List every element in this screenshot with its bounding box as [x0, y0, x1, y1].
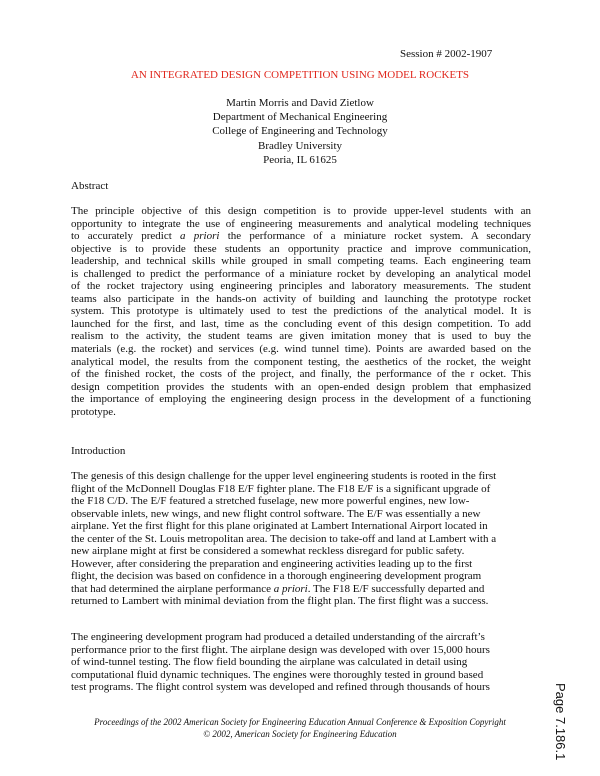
session-number: Session # 2002-1907 [400, 48, 493, 60]
author-department: Department of Mechanical Engineering [212, 111, 388, 124]
text-line: The engineering development program had produced a detailed understanding of the aircraft’s [71, 631, 485, 643]
text-line: The principle objective of this design competition is to provide upper-level students with an [71, 205, 531, 217]
introduction-heading: Introduction [71, 445, 126, 457]
text-line: to accurately predict a priori the performance of a miniature rocket system. A secondary [71, 230, 531, 243]
introduction-paragraph-1 [71, 470, 531, 608]
author-university: Bradley University [257, 139, 342, 152]
text-line: airplane. Yet the first flight for this plane originated at Lambert International Airport located in [71, 520, 488, 533]
text-line: leadership, and technical skills while grouped in small competing teams. Each engineering team [71, 255, 531, 268]
text-line: flight, the decision was based on confidence in a thorough engineering development program [71, 570, 482, 583]
text-line: realism to the activity, the student teams are given imitation money that is used to buy the [71, 330, 531, 343]
text-line: new airplane might at first be considered a somewhat reckless disregard for public safety. [71, 545, 465, 558]
text-line: computational fluid dynamic techniques. The engines were thoroughly tested in ground based [71, 668, 484, 681]
italic-term: a priori [273, 582, 308, 595]
text-line: performance prior to the first flight. The airplane design was developed with over 15,000 hours [71, 643, 490, 656]
text-line: the center of the St. Louis metropolitan area. The decision to take-off and land at Lambert with a [71, 532, 497, 545]
text-line: system. This prototype is ultimately used to test the predictions of the analytical model. It is [71, 305, 531, 318]
text-line: observable inlets, new wings, and new flight control software. The E/F was essentially a new [71, 507, 481, 520]
page-footer [0, 716, 600, 740]
text-line: the F18 C/D. The E/F featured a stretched fuselage, new more powerful engines, new low- [71, 495, 470, 508]
text-line: is challenged to predict the performance of a miniature rocket by developing an analytical model [71, 267, 531, 280]
footer-copyright: © 2002, American Society for Engineering Education [203, 729, 397, 739]
author-block [0, 96, 600, 167]
text-line: teams also participate in the hands-on activity of building and launching the prototype rocket [71, 292, 531, 305]
text-line: the importance of employing the engineering design process in the development of a functioning [71, 393, 531, 406]
text-line: returned to Lambert with minimal deviation from the flight plan. The first flight was a success. [71, 595, 489, 608]
author-college: College of Engineering and Technology [212, 125, 388, 138]
author-names: Martin Morris and David Zietlow [226, 97, 374, 109]
author-location: Peoria, IL 61625 [263, 153, 337, 166]
text-line: analytical model, the results from the component testing, the aesthetics of the rocket, the weight [71, 355, 531, 368]
text-line: test programs. The flight control system was developed and refined through thousands of hours [71, 681, 490, 694]
text-line: of the rocket trajectory using engineering principles and laboratory measurements. The student [71, 280, 531, 293]
text-line: materials (e.g. the rocket) and services (e.g. wind tunnel time). Points are awarded based on the [71, 343, 531, 356]
text-line: of the finished rocket, the costs of the project, and finally, the performance of the r ocket. This [71, 368, 531, 381]
text-line: design competition provides the students with an open-ended design problem that emphasized [71, 380, 531, 393]
text-line: of wind-tunnel testing. The flow field bounding the airplane was calculated in detail using [71, 656, 468, 669]
text-line: prototype. [71, 405, 116, 418]
footer-proceedings: Proceedings of the 2002 American Society for Engineering Education Annual Conference & Exposition Copyright [94, 717, 506, 727]
text-line: The genesis of this design challenge for the upper level engineering students is rooted in the first [71, 470, 497, 482]
text-line: flight of the McDonnell Douglas F18 E/F fighter plane. The F18 E/F is a significant upgrade of [71, 482, 491, 495]
text-line: that had determined the airplane performance a priori. The F18 E/F successfully departed and [71, 582, 485, 595]
paper-title: AN INTEGRATED DESIGN COMPETITION USING MODEL ROCKETS [130, 69, 470, 81]
text-line: objective is to provide these students an opportunity practice and improve communication, [71, 242, 531, 255]
introduction-paragraph-2 [71, 631, 531, 694]
text-line: launched for the first, and last, time as the concluding event of this design competition. To add [71, 317, 531, 330]
text-line: opportunity to integrate the use of engineering measurements and analytical modeling techniques [71, 217, 531, 230]
text-line: However, after considering the preparation and engineering activities leading up to the first [71, 557, 473, 570]
abstract-heading: Abstract [71, 180, 109, 192]
italic-term: a priori [180, 230, 220, 243]
page-number: Page 7.186.1 [553, 683, 568, 761]
abstract-paragraph [71, 205, 531, 418]
